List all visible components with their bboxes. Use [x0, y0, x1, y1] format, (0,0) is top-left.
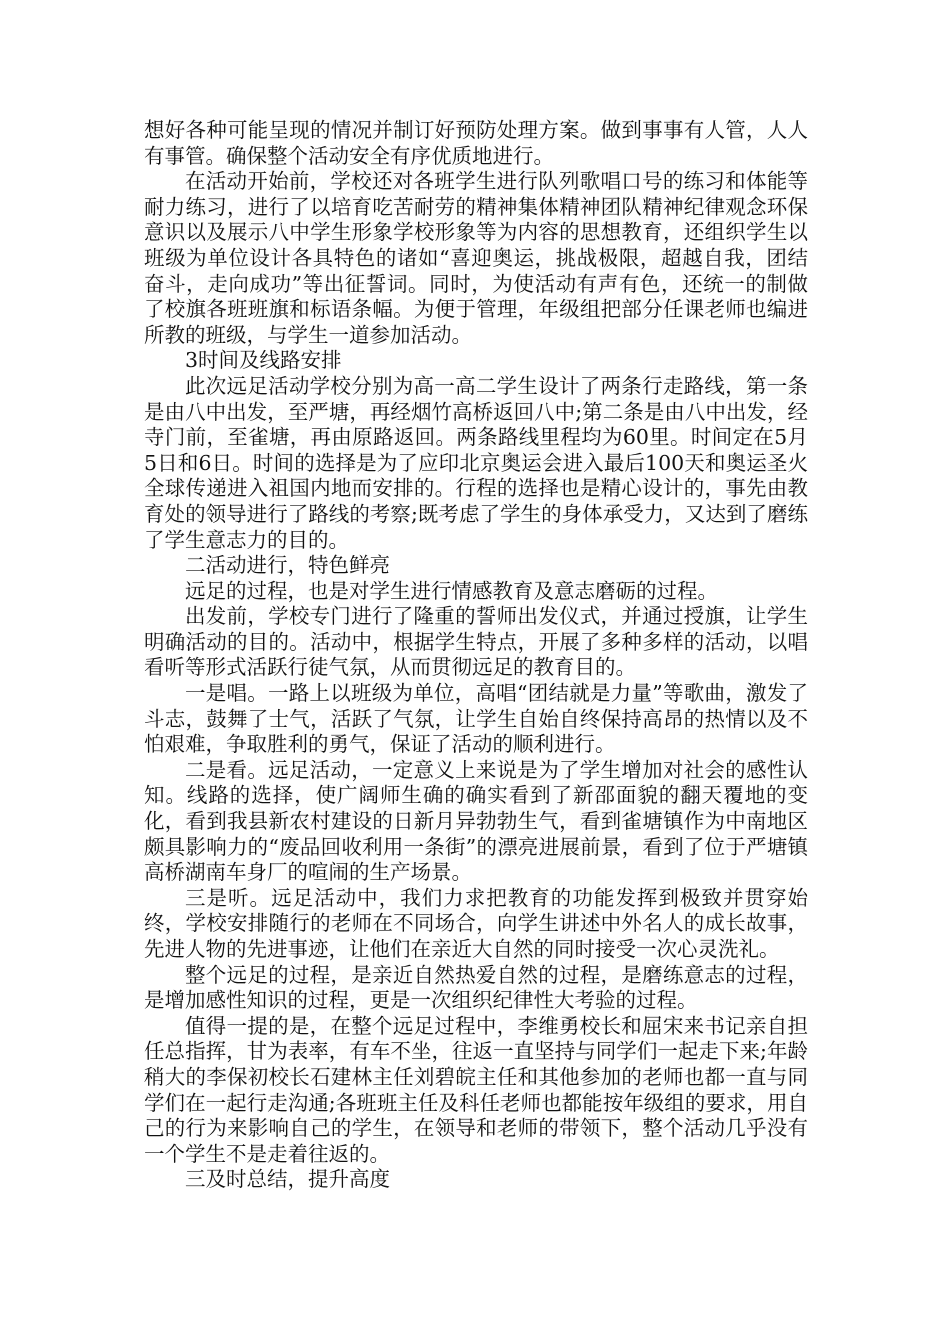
paragraph-process: 远足的过程，也是对学生进行情感教育及意志磨砺的过程。 — [185, 578, 718, 603]
section-heading-conclusion: 三及时总结，提升高度 — [185, 1167, 390, 1192]
paragraph-routes: 此次远足活动学校分别为高一高二学生设计了两条行走路线，第一条是由八中出发，至严塘，再经烟竹高桥返回八中;第二条是由八中出发，经寺门前，至雀塘，再由原路返回。两条路线里程均为60里。时间定在5月5日和6日。时间的选择是为了应印北京奥运会进入最后100天和奥运圣火全球传递进入祖国内地而安排的。行程的选择也是精心设计的，事先由教育处的领导进行了路线的考察;既考虑了学生的身体承受力，又达到了磨练了学生意志力的目的。 — [144, 373, 808, 552]
paragraph-listening: 三是听。远足活动中，我们力求把教育的功能发挥到极致并贯穿始终，学校安排随行的老师在不同场合，向学生讲述中外名人的成长故事，先进人物的先进事迹，让他们在亲近大自然的同时接受一次心灵洗礼。 — [144, 885, 808, 961]
paragraph-singing: 一是唱。一路上以班级为单位，高唱“团结就是力量”等歌曲，激发了斗志，鼓舞了士气，活跃了气氛，让学生自始自终保持高昂的热情以及不怕艰难，争取胜利的勇气，保证了活动的顺利进行。 — [144, 681, 808, 757]
document-body — [144, 118, 808, 1193]
section-heading-activity: 二活动进行，特色鲜亮 — [185, 553, 390, 578]
paragraph-departure: 出发前，学校专门进行了隆重的誓师出发仪式，并通过授旗，让学生明确活动的目的。活动中，根据学生特点，开展了多种多样的活动，以唱看听等形式活跃行徒气氛，从而贯彻远足的教育目的。 — [144, 604, 808, 680]
section-heading-time-route: 3时间及线路安排 — [185, 348, 342, 373]
paragraph-preparation: 在活动开始前，学校还对各班学生进行队列歌唱口号的练习和体能等耐力练习，进行了以培育吃苦耐劳的精神集体精神团队精神纪律观念环保意识以及展示八中学生形象学校形象等为内容的思想教育，还组织学生以班级为单位设计各具特色的诸如“喜迎奥运，挑战极限，超越自我，团结奋斗，走向成功”等出征誓词。同时，为使活动有声有色，还统一的制做了校旗各班班旗和标语条幅。为便于管理，年级组把部分任课老师也编进所教的班级，与学生一道参加活动。 — [144, 169, 808, 347]
paragraph-continuation: 想好各种可能呈现的情况并制订好预防处理方案。做到事事有人管，人人有事管。确保整个活动安全有序优质地进行。 — [144, 118, 808, 168]
paragraph-summary: 整个远足的过程，是亲近自然热爱自然的过程，是磨练意志的过程，是增加感性知识的过程，更是一次组织纪律性大考验的过程。 — [144, 962, 808, 1013]
paragraph-seeing: 二是看。远足活动，一定意义上来说是为了学生增加对社会的感性认知。线路的选择，使广阔师生确的确实看到了新邵面貌的翻天覆地的变化，看到我县新农村建设的日新月异勃勃生气，看到雀塘镇作为中南地区颇具影响力的“废品回收利用一条街”的漂亮进展前景，看到了位于严塘镇高桥湖南车身厂的喧闹的生产场景。 — [144, 757, 808, 885]
paragraph-leadership: 值得一提的是，在整个远足过程中，李维勇校长和屈宋来书记亲自担任总指挥，甘为表率，有车不坐，往返一直坚持与同学们一起走下来;年龄稍大的李保初校长石建林主任刘碧皖主任和其他参加的老师也都一直与同学们在一起行走沟通;各班班主任及科任老师也都能按年级组的要求，用自己的行为来影响自己的学生，在领导和老师的带领下，整个活动几乎没有一个学生不是走着往返的。 — [144, 1013, 808, 1166]
